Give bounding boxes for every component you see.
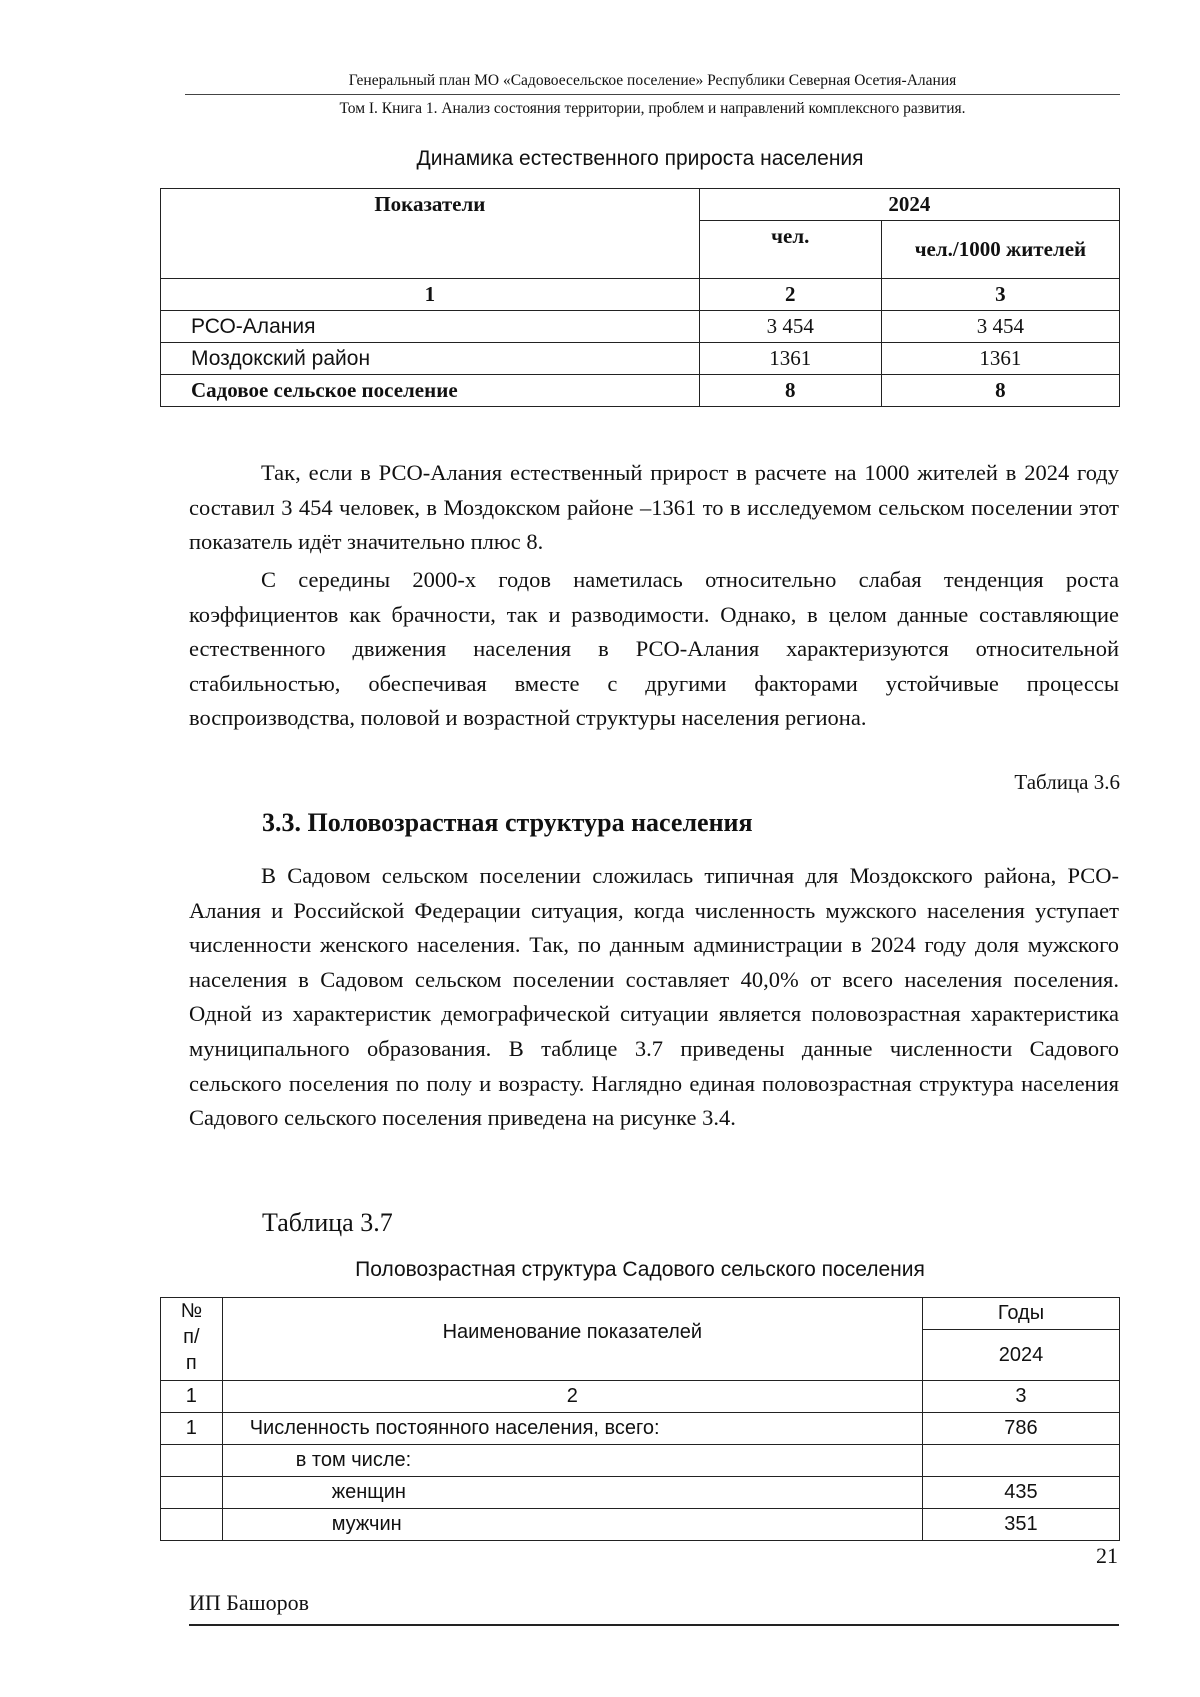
header-year: 2024	[699, 189, 1119, 221]
column-number: 3	[922, 1381, 1119, 1413]
running-header-title: Генеральный план МО «Садовоесельское поселение» Республики Северная Осетия-Алания	[348, 72, 957, 89]
table2-caption: Половозрастная структура Садового сельского поселения	[355, 1258, 925, 1281]
region-name: РСО-Алания	[161, 311, 700, 343]
indicator-name: мужчин	[222, 1509, 922, 1541]
page-number: 21	[1096, 1543, 1118, 1568]
header-number: № п/ п	[161, 1298, 223, 1381]
region-name: Моздокский район	[161, 343, 700, 375]
indicator-name: женщин	[222, 1477, 922, 1509]
section-heading: 3.3. Половозрастная структура населения	[262, 808, 753, 837]
indicator-name: в том числе:	[222, 1445, 922, 1477]
column-number: 2	[222, 1381, 922, 1413]
header-indicators: Показатели	[161, 189, 700, 279]
sex-age-table	[160, 1297, 1120, 1541]
natural-growth-table	[160, 188, 1120, 407]
table-row	[161, 1413, 1120, 1445]
indicator-name: Численность постоянного населения, всего:	[222, 1413, 922, 1445]
running-header-volume: Том I. Книга 1. Анализ состояния территории, проблем и направлений комплексного развития.	[339, 100, 966, 117]
indicator-value: 786	[922, 1413, 1119, 1445]
per1000-value: 3 454	[881, 311, 1119, 343]
column-number: 1	[161, 1381, 223, 1413]
column-number: 1	[161, 279, 700, 311]
table-row	[161, 375, 1120, 407]
paragraph-natural-growth: Так, если в РСО-Алания естественный прирост в расчете на 1000 жителей в 2024 году составил 3 454 человек, в Моздокском районе –1361 то в исследуемом сельском поселении этот показатель идёт значительно плюс 8.	[189, 460, 1119, 555]
table-row	[161, 1445, 1120, 1477]
indicator-value: 351	[922, 1509, 1119, 1541]
persons-value: 3 454	[699, 311, 881, 343]
region-name: Садовое сельское поселение	[161, 375, 700, 407]
per1000-value: 8	[881, 375, 1119, 407]
table-row	[161, 343, 1120, 375]
header-year: 2024	[922, 1330, 1119, 1381]
header-divider	[185, 94, 1120, 95]
table-row	[161, 1477, 1120, 1509]
column-number: 2	[699, 279, 881, 311]
table-row	[161, 311, 1120, 343]
header-per1000: чел./1000 жителей	[881, 221, 1119, 279]
footer-divider	[189, 1624, 1119, 1626]
table-row	[161, 1381, 1120, 1413]
indicator-value: 435	[922, 1477, 1119, 1509]
per1000-value: 1361	[881, 343, 1119, 375]
indicator-value	[922, 1445, 1119, 1477]
table-row	[161, 1509, 1120, 1541]
table-3-7-label: Таблица 3.7	[262, 1208, 393, 1237]
footer-author: ИП Башоров	[189, 1590, 310, 1615]
table-row	[161, 279, 1120, 311]
header-years: Годы	[922, 1298, 1119, 1330]
row-number	[161, 1445, 223, 1477]
paragraph-marriage-trends: С середины 2000-х годов наметилась относительно слабая тенденция роста коэффициентов как брачности, так и разводимости. Однако, в целом данные составляющие естественного движения населения в РСО-Алания характеризуются относительной стабильностью, обеспечивая вместе с другими факторами устойчивые процессы воспроизводства, половой и возрастной структуры населения региона.	[189, 567, 1119, 731]
paragraph-sex-age-structure: В Садовом сельском поселении сложилась типичная для Моздокского района, РСО-Алания и Российской Федерации ситуация, когда численность мужского населения уступает численности женского населения. Так, по данным администрации в 2024 году доля мужского населения в Садовом сельском поселении составляет 40,0% от всего населения поселения. Одной из характеристик демографической ситуации является половозрастная характеристика муниципального образования. В таблице 3.7 приведены данные численности Садового сельского поселения по полу и возрасту. Наглядно единая половозрастная структура населения Садового сельского поселения приведена на рисунке 3.4.	[189, 863, 1119, 1131]
table-3-6-label: Таблица 3.6	[1014, 770, 1120, 794]
row-number	[161, 1509, 223, 1541]
table1-caption: Динамика естественного прироста населения	[416, 147, 864, 170]
header-indicator-name: Наименование показателей	[222, 1298, 922, 1381]
row-number: 1	[161, 1413, 223, 1445]
persons-value: 8	[699, 375, 881, 407]
header-persons: чел.	[699, 221, 881, 279]
row-number	[161, 1477, 223, 1509]
column-number: 3	[881, 279, 1119, 311]
persons-value: 1361	[699, 343, 881, 375]
